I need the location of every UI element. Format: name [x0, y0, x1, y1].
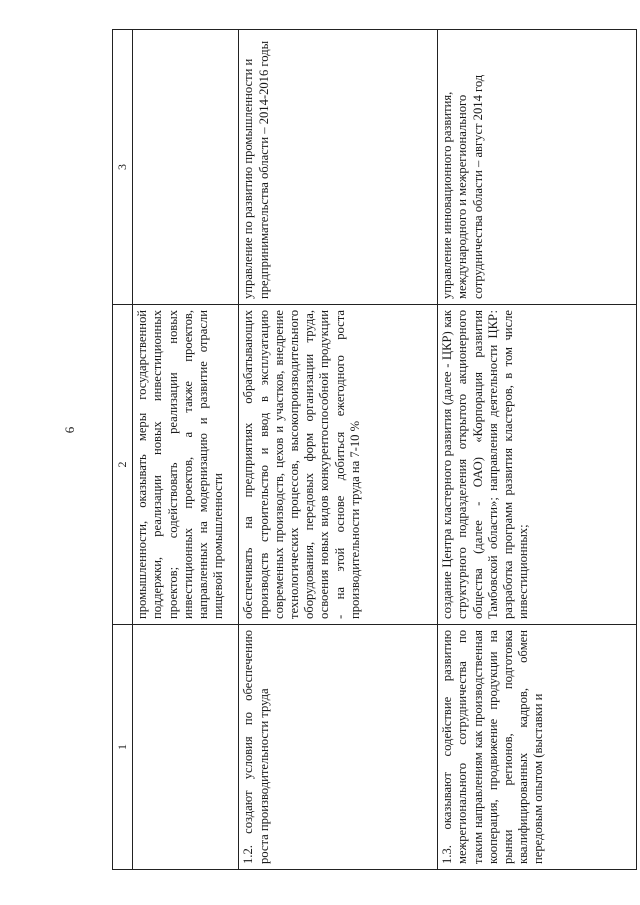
table-row: [239, 30, 438, 870]
responsible-cell: [133, 30, 239, 305]
measure-cell: [133, 625, 239, 870]
table-row: [438, 30, 637, 870]
action-cell: создание Центра кластерного развития (далее - ЦКР) как структурного подразделения открытого акционерного общества (далее - ОАО) «Корпорация развития Тамбовской области»; направления деятельности ЦКР: разработка программ развития кластеров, в том числе инвестиционных;: [438, 305, 637, 625]
action-cell: промышленности, оказывать меры государственной поддержки, реализации новых инвестиционных проектов; содействовать реализации новых инвестиционных проектов, а также проектов, направленных на модернизацию и развитие отрасли пищевой промышленности: [133, 305, 239, 625]
measure-cell: 1.2. создают условия по обеспечению роста производительности труда: [239, 625, 438, 870]
action-cell: обеспечивать на предприятиях обрабатывающих производств строительство и ввод в эксплуатацию современных производств, цехов и участков, внедрение технологических процессов, высокопроизводительного оборудования, передовых форм организации труда, освоения новых видов конкурентоспособной продукции - на этой основе добиться ежегодного роста производительности труда на 7-10 %: [239, 305, 438, 625]
column-header-3: 3: [113, 30, 133, 305]
measures-table: [112, 29, 637, 870]
column-header-2: 2: [113, 305, 133, 625]
rotated-page-content: [112, 30, 637, 870]
column-header-1: 1: [113, 625, 133, 870]
responsible-cell: управление по развитию промышленности и предпринимательства области – 2014-2016 годы: [239, 30, 438, 305]
page-number: 6: [62, 426, 77, 434]
measure-cell: 1.3. оказывают содействие развитию межрегионального сотрудничества по таким направлениям как производственная кооперация, продвижение продукции на рынки регионов, подготовка квалифицированных кадров, обмен передовым опытом (выставки и: [438, 625, 637, 870]
table-header-row: [113, 30, 133, 870]
table-row: [133, 30, 239, 870]
responsible-cell: управление инновационного развития, международного и межрегионального сотрудничества области – август 2014 год: [438, 30, 637, 305]
